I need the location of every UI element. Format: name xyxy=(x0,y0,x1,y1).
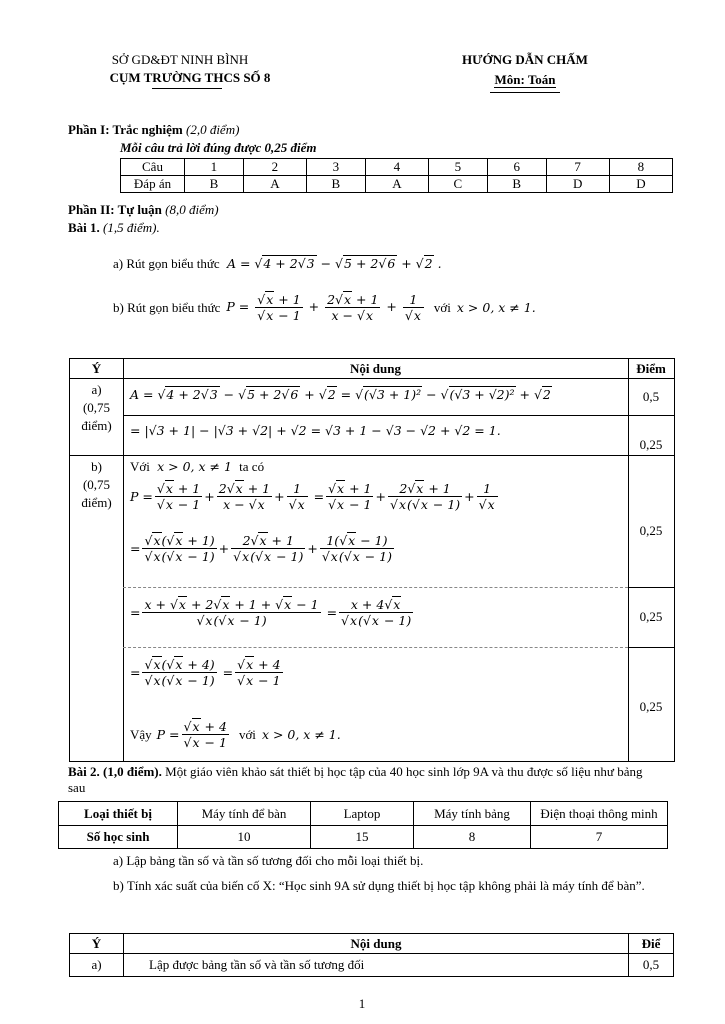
answer-key-question: 1 xyxy=(185,159,244,176)
device-type-cell: Laptop xyxy=(311,802,414,826)
bai1-a-step2: = |√3 + 1| − |√3 + √2| + √2 = √3 + 1 − √3 − √2 + √2 = 1. xyxy=(130,423,501,438)
department-name: SỞ GD&ĐT NINH BÌNH xyxy=(111,52,249,67)
bai1-b-intro-text: Với xyxy=(130,459,150,474)
bai1-question-b: b) Rút gọn biểu thức P = $\frac{√x + 1}{√x - 1}$ + $\frac{2√x + 1}{x - √x}$ + $\frac{1}{√x}$ với x > 0, x ≠ 1. xyxy=(113,292,536,323)
student-count-cell: 7 xyxy=(531,826,668,849)
answer-key-table xyxy=(120,158,673,193)
bai1-b-step4: = $\frac{√x(√x + 4)}{√x(√x - 1)}$ = $\frac{√x + 4}{√x - 1}$ xyxy=(130,657,281,688)
student-count-header: Số học sinh xyxy=(59,826,178,849)
bai1-b-score3: 0,25 xyxy=(639,699,663,714)
bai2-row-a-label: a) xyxy=(70,954,124,977)
bai1-part-b-label xyxy=(70,458,123,512)
bai1-col-y: Ý xyxy=(91,361,102,376)
student-count-cell: 10 xyxy=(178,826,311,849)
answer-key-question: 3 xyxy=(306,159,365,176)
bai1-a-step1: A = √4 + 2√3 − √5 + 2√6 + √2 = √(√3 + 1)² − √(√3 + √2)² + √2 xyxy=(130,387,551,402)
bai1-part-b-points: (0,75 điểm) xyxy=(81,477,112,510)
bai1-col-score: Điểm xyxy=(636,361,666,376)
school-cluster-name: CỤM TRƯỜNG THCS SỐ 8 xyxy=(109,70,271,85)
answer-key-answer: D xyxy=(546,176,609,193)
bai1-part-a-points: (0,75 điểm) xyxy=(81,400,112,433)
device-type-cell: Điện thoại thông minh xyxy=(531,802,668,826)
bai2-title: Bài 2. (1,0 điểm). xyxy=(68,764,162,779)
part2-title: Phần II: Tự luận xyxy=(68,202,162,217)
part2-heading xyxy=(68,202,219,218)
bai2-answer-header xyxy=(70,934,674,954)
answer-key-row-label: Đáp án xyxy=(121,176,185,193)
answer-key-question: 2 xyxy=(243,159,306,176)
subject-label xyxy=(485,72,565,88)
bai2-col-y: Ý xyxy=(70,934,124,954)
bai1-question-a-text: a) Rút gọn biểu thức xyxy=(113,256,220,271)
bai1-b-conclusion-label: Vậy xyxy=(130,726,152,742)
bai2-question-b: b) Tính xác suất của biến cố X: “Học sinh 9A sử dụng thiết bị học tập không phải là máy tính để bàn”. xyxy=(113,878,645,893)
bai2-col-score: Điể xyxy=(629,934,674,954)
bai1-b-intro: Với x > 0, x ≠ 1 ta có xyxy=(130,459,265,474)
bai1-answer-table xyxy=(69,358,675,762)
bai1-col-content: Nội dung xyxy=(350,361,401,376)
bai2-col-content: Nội dung xyxy=(124,934,629,954)
answer-key-question: 4 xyxy=(365,159,428,176)
header-divider-right xyxy=(490,92,560,93)
bai1-b-conclusion: Vậy P = $\frac{√x + 4}{√x - 1}$ với x > 0, x ≠ 1. xyxy=(130,719,341,750)
part1-note: Mỗi câu trả lời đúng được 0,25 điểm xyxy=(120,140,317,155)
device-type-cell: Máy tính để bàn xyxy=(178,802,311,826)
page-number: 1 xyxy=(358,996,366,1011)
bai1-b-intro-text2: ta có xyxy=(239,459,265,474)
bai1-part-a-letter: a) xyxy=(91,382,102,397)
bai2-text: Một giáo viên khảo sát thiết bị học tập của 40 học sinh lớp 9A và thu được số liệu như bảng sau xyxy=(68,764,643,795)
answer-key-question: 7 xyxy=(546,159,609,176)
answer-key-row-label: Câu xyxy=(121,159,185,176)
answer-key-answer: C xyxy=(428,176,487,193)
answer-key-answer: A xyxy=(365,176,428,193)
bai2-answer-row-a xyxy=(70,954,674,977)
answer-key-answer: B xyxy=(185,176,244,193)
bai1-question-b-cond: với xyxy=(433,299,451,315)
bai1-title: Bài 1. xyxy=(68,220,100,235)
bai1-b-score2: 0,25 xyxy=(639,609,663,624)
device-survey-table xyxy=(58,801,668,849)
part1-heading xyxy=(68,122,239,138)
part1-points: (2,0 điểm) xyxy=(185,122,240,137)
answer-key-question: 5 xyxy=(428,159,487,176)
answer-key-question: 8 xyxy=(609,159,672,176)
bai1-b-score1: 0,25 xyxy=(639,523,663,538)
bai2-statement xyxy=(68,764,648,796)
device-survey-header-row xyxy=(59,802,668,826)
answer-key-question-row xyxy=(121,159,673,176)
bai2-question-a: a) Lập bảng tần số và tần số tương đối cho mỗi loại thiết bị. xyxy=(113,853,424,868)
bai1-a-score1: 0,5 xyxy=(642,389,660,404)
device-survey-count-row xyxy=(59,826,668,849)
answer-key-answer: B xyxy=(487,176,546,193)
bai1-b-step3: = $\frac{x + √x + 2√x + 1 + √x - 1}{√x(√x - 1)}$ = $\frac{x + 4√x}{√x(√x - 1)}$ xyxy=(130,597,412,628)
header-divider-left xyxy=(152,88,222,89)
device-type-header: Loại thiết bị xyxy=(59,802,178,826)
answer-key-answer: A xyxy=(243,176,306,193)
answer-key-answer: B xyxy=(306,176,365,193)
bai2-answer-table xyxy=(69,933,674,977)
bai1-b-step2: = $\frac{√x(√x + 1)}{√x(√x - 1)}$ + $\frac{2√x + 1}{√x(√x - 1)}$ + $\frac{1(√x - 1)}{√x(√x - 1)}$ xyxy=(130,533,393,564)
answer-key-answer: D xyxy=(609,176,672,193)
bai1-b-conclusion-cond: với xyxy=(238,726,256,742)
bai1-points: (1,5 điểm). xyxy=(103,220,160,235)
student-count-cell: 15 xyxy=(311,826,414,849)
bai2-row-a-score: 0,5 xyxy=(629,954,674,977)
answer-key-question: 6 xyxy=(487,159,546,176)
bai1-heading xyxy=(68,220,160,236)
bai1-question-b-text: b) Rút gọn biểu thức xyxy=(113,299,221,315)
bai1-question-a: a) Rút gọn biểu thức A = √4 + 2√3 − √5 + 2√6 + √2 . xyxy=(113,256,442,271)
bai1-a-score2: 0,25 xyxy=(639,437,663,452)
part1-title: Phần I: Trắc nghiệm xyxy=(68,122,183,137)
bai2-row-a-text: Lập được bảng tần số và tần số tương đối xyxy=(124,954,629,977)
answer-key-answer-row xyxy=(121,176,673,193)
device-type-cell: Máy tính bảng xyxy=(414,802,531,826)
bai1-part-b-letter: b) xyxy=(91,459,102,474)
student-count-cell: 8 xyxy=(414,826,531,849)
bai1-b-step1: P = $\frac{√x + 1}{√x - 1}$ + $\frac{2√x + 1}{x - √x}$ + $\frac{1}{√x}$ = $\frac{√x + 1}{√x - 1}$ + $\frac{2√x + 1}{√x(√x - 1)}$ + $\frac{1}{√x}$ xyxy=(130,481,500,512)
document-title: HƯỚNG DẪN CHẤM xyxy=(462,52,588,67)
subject-text: Môn: Toán xyxy=(494,72,556,87)
bai1-part-a-label xyxy=(70,381,123,435)
part2-points: (8,0 điểm) xyxy=(165,202,219,217)
